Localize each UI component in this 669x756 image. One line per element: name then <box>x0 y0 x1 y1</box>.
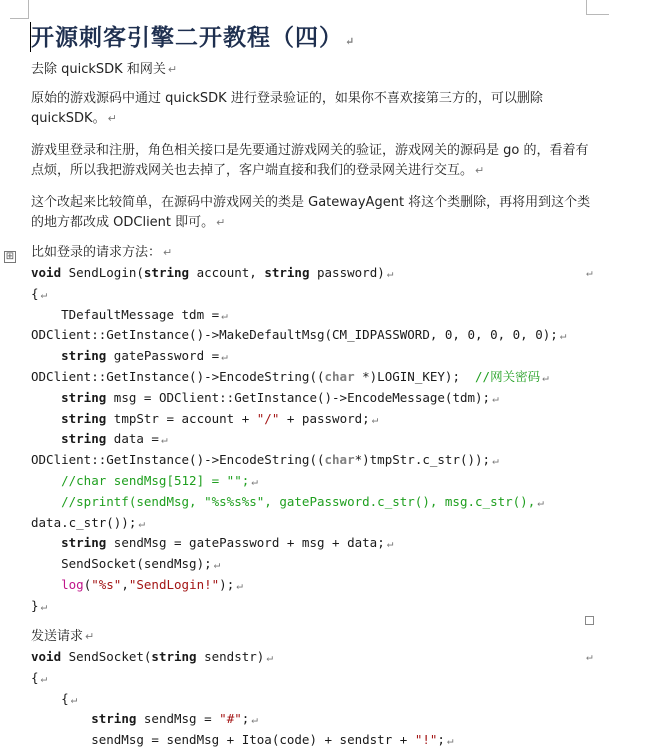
code-line[interactable]: log("%s","SendLogin!"); ↵ <box>61 576 243 592</box>
paragraph-mark-icon: ↵ <box>40 671 48 685</box>
code-line[interactable]: string msg = ODClient::GetInstance()->EncodeMessage(tdm); ↵ <box>61 389 499 405</box>
document-title[interactable]: 开源刺客引擎二开教程（四） ↵ <box>31 24 356 51</box>
paragraph-3[interactable]: 游戏里登录和注册，角色相关接口是先要通过游戏网关的验证，游戏网关的源码是 go 的，看着有点烦，所以我把游戏网关也去掉了，客户端直接和我们的登录网关进行交互。 ↵ <box>31 143 589 178</box>
paragraph-4[interactable]: 这个改起来比较简单，在源码中游戏网关的类是 GatewayAgent 将这个类删除，再将用到这个类的地方都改成 ODClient 即可。 ↵ <box>31 195 591 230</box>
code-line[interactable]: void SendSocket(string sendstr) ↵ ↵ <box>31 647 631 668</box>
cell-end-mark-icon: ↵ <box>586 650 593 663</box>
paragraph-mark-icon: ↵ <box>542 370 549 384</box>
code-line[interactable]: string gatePassword = ↵ <box>61 348 228 364</box>
section-heading-send-request[interactable]: 发送请求 ↵ <box>31 629 95 644</box>
code-line[interactable]: //char sendMsg[512] = ""; ↵ <box>31 472 258 488</box>
paragraph-mark-icon: ↵ <box>221 350 228 364</box>
code-line[interactable]: //sprintf(sendMsg, "%s%s%s", gatePassword.c_str(), msg.c_str(), ↵ <box>31 493 544 509</box>
paragraph-mark-icon: ↵ <box>107 112 117 125</box>
paragraph-1[interactable]: 去除 quickSDK 和网关 ↵ <box>31 62 178 77</box>
paragraph-mark-icon: ↵ <box>559 329 567 343</box>
code-line[interactable]: string data = ↵ <box>61 431 168 447</box>
paragraph-mark-icon: ↵ <box>492 454 499 468</box>
code-line[interactable]: { ↵ <box>31 690 78 706</box>
paragraph-mark-icon: ↵ <box>475 164 485 177</box>
paragraph-mark-icon: ↵ <box>371 412 379 426</box>
paragraph-mark-icon: ↵ <box>85 630 95 643</box>
paragraph-mark-icon: ↵ <box>386 267 394 280</box>
paragraph-mark-icon: ↵ <box>221 308 228 322</box>
code-line[interactable]: ODClient::GetInstance()->EncodeString((char *)LOGIN_KEY); //网关密码 ↵ <box>31 368 549 384</box>
code-line[interactable]: sendMsg = sendMsg + Itoa(code) + sendstr + "!"; ↵ <box>31 732 454 748</box>
code-line[interactable]: string sendMsg = "#"; ↵ <box>91 711 258 727</box>
paragraph-mark-icon: ↵ <box>446 734 454 748</box>
code-line[interactable]: { ↵ <box>31 285 48 301</box>
table-move-handle-icon[interactable]: ⊞ <box>5 251 15 262</box>
code-line[interactable]: void SendLogin(string account, string password) ↵ ↵ <box>31 263 631 284</box>
code-line[interactable]: string tmpStr = account + "/" + password; ↵ <box>61 410 379 426</box>
code-line[interactable]: TDefaultMessage tdm = ↵ <box>31 306 228 322</box>
cell-end-mark-icon: ↵ <box>586 266 593 279</box>
paragraph-mark-icon: ↵ <box>163 246 173 259</box>
crop-mark-top-right <box>586 0 609 15</box>
code-line[interactable]: } ↵ <box>31 597 48 613</box>
code-line[interactable]: SendSocket(sendMsg); ↵ <box>31 556 221 572</box>
code-line[interactable]: { ↵ <box>31 669 48 685</box>
paragraph-mark-icon: ↵ <box>216 216 226 229</box>
crop-mark-top-left <box>10 0 29 19</box>
paragraph-mark-icon: ↵ <box>345 35 356 48</box>
paragraph-5[interactable]: 比如登录的请求方法： ↵ <box>31 245 173 260</box>
paragraph-mark-icon: ↵ <box>213 558 221 572</box>
paragraph-mark-icon: ↵ <box>70 692 78 706</box>
paragraph-mark-icon: ↵ <box>160 433 168 447</box>
paragraph-mark-icon: ↵ <box>386 537 394 551</box>
paragraph-mark-icon: ↵ <box>251 713 258 727</box>
code-block-send-login[interactable] <box>31 263 631 617</box>
paragraph-mark-icon: ↵ <box>40 287 48 301</box>
paragraph-mark-icon: ↵ <box>266 651 273 664</box>
paragraph-mark-icon: ↵ <box>40 599 48 613</box>
paragraph-mark-icon: ↵ <box>251 474 258 488</box>
code-line[interactable]: ODClient::GetInstance()->EncodeString((char*)tmpStr.c_str()); ↵ <box>31 452 499 468</box>
paragraph-mark-icon: ↵ <box>138 516 145 530</box>
paragraph-mark-icon: ↵ <box>492 391 499 405</box>
paragraph-mark-icon: ↵ <box>236 578 243 592</box>
code-line[interactable]: string sendMsg = gatePassword + msg + data; ↵ <box>61 535 394 551</box>
paragraph-2[interactable]: 原始的游戏源码中通过 quickSDK 进行登录验证的，如果你不喜欢接第三方的，可以删除 quickSDK。 ↵ <box>31 91 543 126</box>
paragraph-mark-icon: ↵ <box>167 63 178 76</box>
code-line[interactable]: data.c_str()); ↵ <box>31 514 145 530</box>
code-line[interactable]: ODClient::GetInstance()->MakeDefaultMsg(CM_IDPASSWORD, 0, 0, 0, 0, 0); ↵ <box>31 327 567 343</box>
table-resize-handle[interactable] <box>585 616 594 625</box>
paragraph-mark-icon: ↵ <box>537 495 544 509</box>
code-block-send-socket[interactable] <box>31 647 631 751</box>
